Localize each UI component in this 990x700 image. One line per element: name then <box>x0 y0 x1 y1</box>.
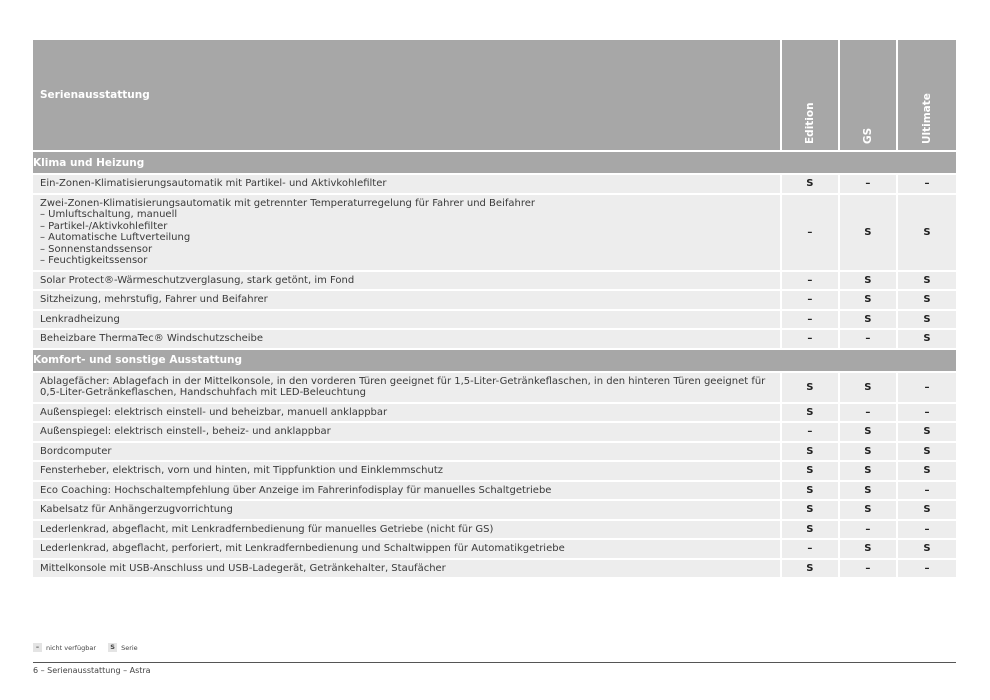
availability-cell: – <box>840 330 898 350</box>
feature-label: Mittelkonsole mit USB-Anschluss und USB-Ladegerät, Getränkehalter, Staufächer <box>40 562 446 574</box>
section-header <box>33 152 956 175</box>
availability-cell: S <box>782 482 840 502</box>
availability-cell: S <box>840 195 898 272</box>
availability-cell: S <box>782 373 840 404</box>
feature-cell <box>33 501 782 521</box>
legend <box>33 643 150 652</box>
availability-cell: – <box>898 482 956 502</box>
table-row <box>33 195 956 272</box>
feature-label: Eco Coaching: Hochschaltempfehlung über Anzeige im Fahrerinfodisplay für manuelles Schaltgetriebe <box>40 484 552 496</box>
equipment-table <box>33 40 956 579</box>
table-row <box>33 540 956 560</box>
availability-cell: – <box>898 373 956 404</box>
availability-cell: S <box>782 404 840 424</box>
variant-header-ultimate: Ultimate <box>898 40 956 152</box>
section-title: Komfort- und sonstige Ausstattung <box>33 350 956 373</box>
feature-cell <box>33 423 782 443</box>
table-row <box>33 272 956 292</box>
feature-cell <box>33 373 782 404</box>
availability-cell: S <box>898 311 956 331</box>
availability-cell: – <box>840 560 898 580</box>
availability-cell: – <box>782 272 840 292</box>
feature-cell <box>33 195 782 272</box>
availability-cell: S <box>898 443 956 463</box>
availability-cell: S <box>898 423 956 443</box>
availability-cell: – <box>840 404 898 424</box>
feature-label: Ablagefächer: Ablagefach in der Mittelkonsole, in den vorderen Türen geeignet für 1,5-Liter-Getränkeflaschen, in den hinteren Türen geeignet für 0,5-Liter-Getränkeflaschen, Handschuhfach mit LED-Beleuchtung <box>40 375 766 398</box>
feature-label: Solar Protect®-Wärmeschutzverglasung, stark getönt, im Fond <box>40 274 355 286</box>
table-row <box>33 175 956 195</box>
table-row <box>33 521 956 541</box>
availability-cell: S <box>782 560 840 580</box>
table-row <box>33 423 956 443</box>
feature-cell <box>33 291 782 311</box>
feature-label: Ein-Zonen-Klimatisierungsautomatik mit Partikel- und Aktivkohlefilter <box>40 178 387 189</box>
availability-cell: – <box>782 195 840 272</box>
feature-label: Zwei-Zonen-Klimatisierungsautomatik mit getrennter Temperaturregelung für Fahrer und Beifahrer <box>40 197 535 209</box>
availability-cell: S <box>840 462 898 482</box>
feature-cell <box>33 330 782 350</box>
feature-label: Außenspiegel: elektrisch einstell- und beheizbar, manuell anklappbar <box>40 406 388 418</box>
footer-divider <box>33 662 956 663</box>
table-row <box>33 311 956 331</box>
footer-text: 6 – Serienausstattung – Astra <box>33 666 151 675</box>
availability-cell: S <box>840 311 898 331</box>
availability-cell: S <box>782 521 840 541</box>
variant-header-edition: Edition <box>782 40 840 152</box>
availability-cell: – <box>840 175 898 195</box>
availability-cell: S <box>898 501 956 521</box>
feature-sub-item: – Sonnenstandssensor <box>40 243 153 255</box>
availability-cell: S <box>898 540 956 560</box>
legend-label-not-available: nicht verfügbar <box>46 643 97 652</box>
feature-label: Fensterheber, elektrisch, vorn und hinten, mit Tippfunktion und Einklemmschutz <box>40 465 443 476</box>
availability-cell: – <box>898 404 956 424</box>
availability-cell: S <box>840 423 898 443</box>
availability-cell: S <box>782 175 840 195</box>
table-row <box>33 443 956 463</box>
variant-header-gs: GS <box>840 40 898 152</box>
availability-cell: S <box>898 462 956 482</box>
availability-cell: – <box>782 330 840 350</box>
feature-cell <box>33 540 782 560</box>
availability-cell: – <box>782 291 840 311</box>
section-title: Klima und Heizung <box>33 152 956 175</box>
feature-label: Lederlenkrad, abgeflacht, mit Lenkradfernbedienung für manuelles Getriebe (nicht für GS) <box>40 523 494 535</box>
feature-sub-item: – Feuchtigkeitssensor <box>40 255 148 266</box>
feature-sub-item: – Partikel-/Aktivkohlefilter <box>40 220 168 232</box>
feature-cell <box>33 404 782 424</box>
feature-cell <box>33 443 782 463</box>
feature-label: Lenkradheizung <box>40 313 120 325</box>
availability-cell: S <box>782 443 840 463</box>
feature-cell <box>33 311 782 331</box>
feature-label: Beheizbare ThermaTec® Windschutzscheibe <box>40 333 264 344</box>
feature-cell <box>33 521 782 541</box>
legend-symbol-standard: S <box>108 643 117 652</box>
table-row <box>33 404 956 424</box>
availability-cell: – <box>782 311 840 331</box>
availability-cell: S <box>782 501 840 521</box>
feature-cell <box>33 272 782 292</box>
feature-cell <box>33 560 782 580</box>
table-row <box>33 373 956 404</box>
feature-label: Lederlenkrad, abgeflacht, perforiert, mit Lenkradfernbedienung und Schaltwippen für Automatikgetriebe <box>40 543 565 554</box>
legend-label-standard: Serie <box>121 643 138 652</box>
legend-symbol-not-available: – <box>33 643 42 652</box>
availability-cell: S <box>782 462 840 482</box>
table-row <box>33 560 956 580</box>
feature-cell <box>33 462 782 482</box>
table-row <box>33 291 956 311</box>
availability-cell: S <box>840 291 898 311</box>
table-row <box>33 482 956 502</box>
feature-sub-item: – Umluftschaltung, manuell <box>40 209 178 220</box>
availability-cell: – <box>782 423 840 443</box>
table-header-row <box>33 40 956 152</box>
availability-cell: S <box>840 501 898 521</box>
availability-cell: S <box>898 291 956 311</box>
availability-cell: – <box>898 175 956 195</box>
section-header <box>33 350 956 373</box>
availability-cell: – <box>782 540 840 560</box>
availability-cell: S <box>898 195 956 272</box>
availability-cell: S <box>840 540 898 560</box>
feature-label: Außenspiegel: elektrisch einstell-, beheiz- und anklappbar <box>40 426 331 437</box>
feature-cell <box>33 482 782 502</box>
availability-cell: S <box>840 373 898 404</box>
table-row <box>33 501 956 521</box>
feature-cell <box>33 175 782 195</box>
availability-cell: S <box>898 272 956 292</box>
table-body <box>33 152 956 579</box>
table-row <box>33 462 956 482</box>
feature-label: Sitzheizung, mehrstufig, Fahrer und Beifahrer <box>40 294 268 305</box>
availability-cell: – <box>898 560 956 580</box>
table-row <box>33 330 956 350</box>
feature-sub-item: – Automatische Luftverteilung <box>40 232 191 243</box>
availability-cell: – <box>898 521 956 541</box>
feature-label: Bordcomputer <box>40 445 112 457</box>
availability-cell: S <box>840 482 898 502</box>
availability-cell: S <box>898 330 956 350</box>
feature-label: Kabelsatz für Anhängerzugvorrichtung <box>40 504 233 515</box>
availability-cell: S <box>840 272 898 292</box>
table-title: Serienausstattung <box>33 40 782 152</box>
availability-cell: – <box>840 521 898 541</box>
availability-cell: S <box>840 443 898 463</box>
